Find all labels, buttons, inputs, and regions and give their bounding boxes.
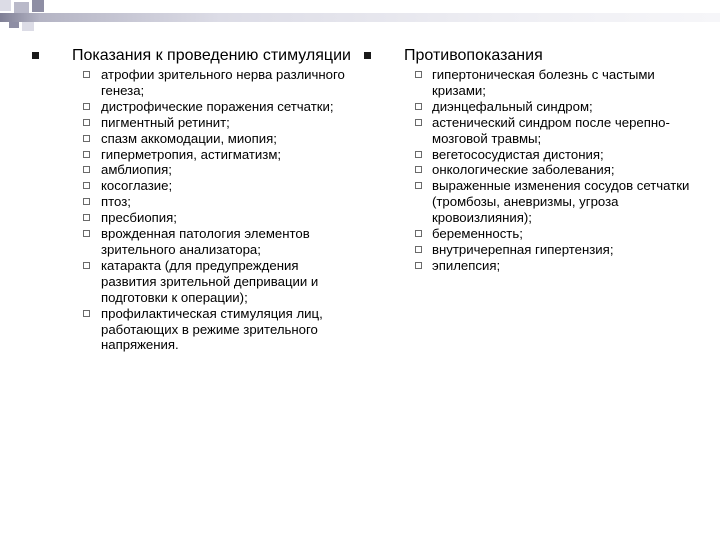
checkbox-bullet-icon [415, 182, 422, 189]
indications-list [28, 67, 358, 353]
checkbox-bullet-icon [83, 262, 90, 269]
list-item: гипертоническая болезнь с частыми кризами; [360, 67, 710, 99]
checkbox-bullet-icon [415, 166, 422, 173]
decor-square [0, 0, 11, 11]
contraindications-heading [360, 46, 710, 65]
contraindications-heading-text: Противопоказания [404, 47, 543, 64]
checkbox-bullet-icon [83, 214, 90, 221]
checkbox-bullet-icon [415, 103, 422, 110]
indications-heading-text: Показания к проведению стимуляции [72, 47, 351, 64]
square-bullet-icon [32, 52, 39, 59]
list-item: беременность; [360, 226, 710, 242]
list-item: онкологические заболевания; [360, 162, 710, 178]
checkbox-bullet-icon [83, 103, 90, 110]
list-item: дистрофические поражения сетчатки; [28, 99, 358, 115]
square-bullet-icon [364, 52, 371, 59]
list-item: эпилепсия; [360, 258, 710, 274]
checkbox-bullet-icon [83, 230, 90, 237]
checkbox-bullet-icon [415, 119, 422, 126]
list-item: катаракта (для предупреждения развития зрительной депривации и подготовки к операции); [28, 258, 358, 306]
contraindications-column [360, 46, 710, 274]
checkbox-bullet-icon [83, 119, 90, 126]
checkbox-bullet-icon [415, 151, 422, 158]
checkbox-bullet-icon [415, 71, 422, 78]
contraindications-list [360, 67, 710, 274]
list-item: спазм аккомодации, миопия; [28, 131, 358, 147]
list-item: астенический синдром после черепно-мозговой травмы; [360, 115, 710, 147]
checkbox-bullet-icon [415, 230, 422, 237]
list-item: профилактическая стимуляция лиц, работающих в режиме зрительного напряжения. [28, 306, 358, 354]
list-item: пресбиопия; [28, 210, 358, 226]
checkbox-bullet-icon [415, 246, 422, 253]
list-item: вегетососудистая дистония; [360, 147, 710, 163]
list-item: амблиопия; [28, 162, 358, 178]
decor-header-line [0, 13, 720, 22]
checkbox-bullet-icon [415, 262, 422, 269]
list-item: врожденная патология элементов зрительного анализатора; [28, 226, 358, 258]
list-item: пигментный ретинит; [28, 115, 358, 131]
checkbox-bullet-icon [83, 198, 90, 205]
checkbox-bullet-icon [83, 182, 90, 189]
list-item: выраженные изменения сосудов сетчатки (тромбозы, аневризмы, угроза кровоизлияния); [360, 178, 710, 226]
list-item: атрофии зрительного нерва различного генеза; [28, 67, 358, 99]
checkbox-bullet-icon [83, 310, 90, 317]
list-item: гиперметропия, астигматизм; [28, 147, 358, 163]
checkbox-bullet-icon [83, 166, 90, 173]
indications-column [28, 46, 358, 353]
decor-square [32, 0, 44, 12]
checkbox-bullet-icon [83, 71, 90, 78]
indications-heading [28, 46, 358, 65]
list-item: внутричерепная гипертензия; [360, 242, 710, 258]
checkbox-bullet-icon [83, 135, 90, 142]
list-item: косоглазие; [28, 178, 358, 194]
checkbox-bullet-icon [83, 151, 90, 158]
list-item: птоз; [28, 194, 358, 210]
list-item: диэнцефальный синдром; [360, 99, 710, 115]
